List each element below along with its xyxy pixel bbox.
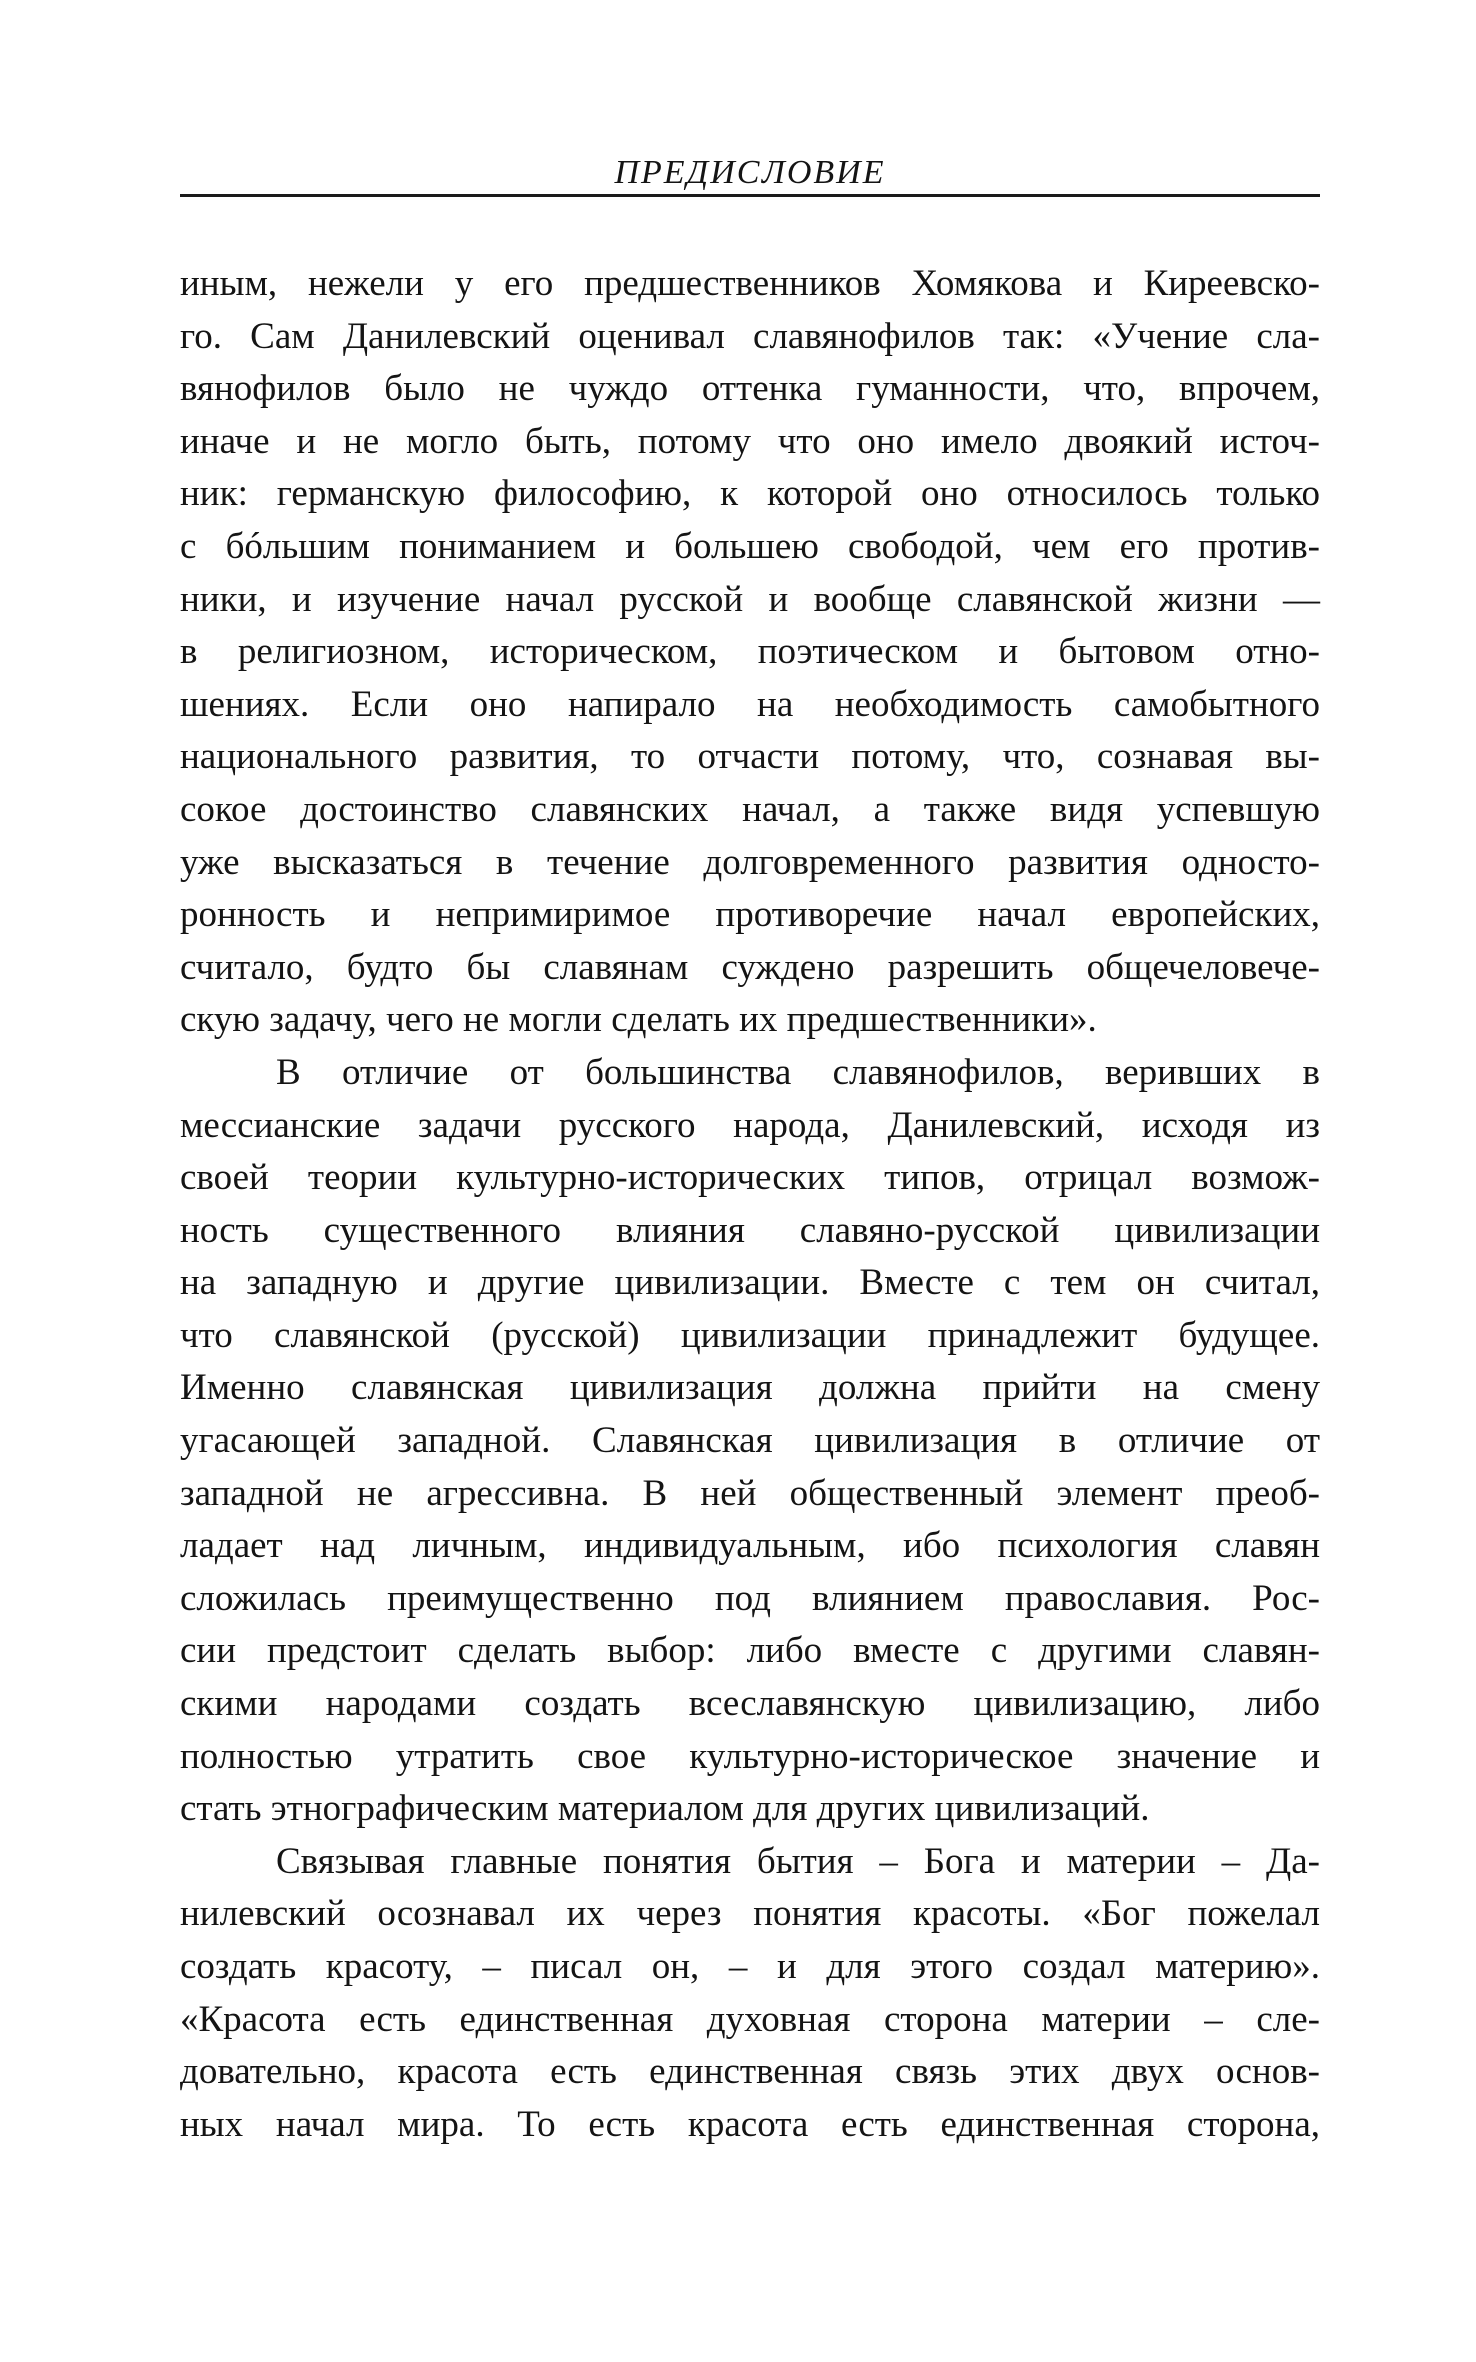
text-line: шениях. Если оно напирало на необходимость самобытного xyxy=(180,683,1320,725)
text-line: национального развития, то отчасти потому, что, сознавая вы- xyxy=(180,736,1320,778)
text-line: довательно, красота есть единственная связь этих двух основ- xyxy=(180,2051,1320,2093)
running-header xyxy=(180,152,1320,197)
text-line: сокое достоинство славянских начал, а также видя успевшую xyxy=(180,788,1320,830)
text-line: скую задачу, чего не могли сделать их предшественники». xyxy=(180,999,1097,1041)
text-line: «Красота есть единственная духовная сторона материи – сле- xyxy=(180,1998,1320,2040)
text-line: В отличие от большинства славянофилов, веривших в xyxy=(276,1051,1320,1093)
text-line: нилевский осознавал их через понятия красоты. «Бог пожелал xyxy=(180,1893,1320,1935)
text-line: полностью утратить свое культурно-историческое значение и xyxy=(180,1735,1320,1777)
text-line: вянофилов было не чуждо оттенка гуманности, что, впрочем, xyxy=(180,368,1320,410)
text-line: ники, и изучение начал русской и вообще славянской жизни — xyxy=(180,578,1320,620)
text-line: сии предстоит сделать выбор: либо вместе с другими славян- xyxy=(180,1630,1320,1672)
text-line: ность существенного влияния славяно-русской цивилизации xyxy=(180,1209,1320,1251)
text-line: что славянской (русской) цивилизации принадлежит будущее. xyxy=(180,1314,1320,1356)
text-line: иным, нежели у его предшественников Хомякова и Киреевско- xyxy=(180,263,1320,304)
text-line: стать этнографическим материалом для других цивилизаций. xyxy=(180,1788,1150,1830)
text-line: скими народами создать всеславянскую цивилизацию, либо xyxy=(180,1683,1320,1725)
text-line: считало, будто бы славянам суждено разрешить общечеловече- xyxy=(180,946,1320,988)
text-line: ронность и непримиримое противоречие начал европейских, xyxy=(180,894,1320,936)
text-line: го. Сам Данилевский оценивал славянофилов так: «Учение сла- xyxy=(180,315,1320,357)
text-line: ладает над личным, индивидуальным, ибо психология славян xyxy=(180,1525,1320,1567)
text-line: западной не агрессивна. В ней общественный элемент преоб- xyxy=(180,1472,1320,1514)
body-text xyxy=(180,258,1320,2151)
text-line: создать красоту, – писал он, – и для этого создал материю». xyxy=(180,1946,1320,1987)
text-line: мессианские задачи русского народа, Данилевский, исходя из xyxy=(180,1104,1320,1146)
text-line: в религиозном, историческом, поэтическом и бытовом отно- xyxy=(180,631,1320,673)
text-line: сложилась преимущественно под влиянием православия. Рос- xyxy=(180,1577,1320,1619)
text-line: угасающей западной. Славянская цивилизация в отличие от xyxy=(180,1420,1320,1462)
text-line: ник: германскую философию, к которой оно относилось только xyxy=(180,473,1320,515)
text-line: на западную и другие цивилизации. Вместе с тем он считал, xyxy=(180,1262,1320,1304)
text-line: уже высказаться в течение долговременного развития односто- xyxy=(180,841,1320,883)
text-line: Связывая главные понятия бытия – Бога и материи – Да- xyxy=(276,1840,1320,1882)
running-header-title: ПРЕДИСЛОВИЕ xyxy=(614,154,886,191)
text-line: с бóльшим пониманием и большею свободой, чем его против- xyxy=(180,525,1320,567)
text-line: своей теории культурно-исторических типов, отрицал возмож- xyxy=(180,1157,1320,1199)
text-line: иначе и не могло быть, потому что оно имело двоякий источ- xyxy=(180,420,1320,462)
text-line: ных начал мира. То есть красота есть единственная сторона, xyxy=(180,2103,1320,2145)
text-line: Именно славянская цивилизация должна прийти на смену xyxy=(180,1367,1320,1409)
